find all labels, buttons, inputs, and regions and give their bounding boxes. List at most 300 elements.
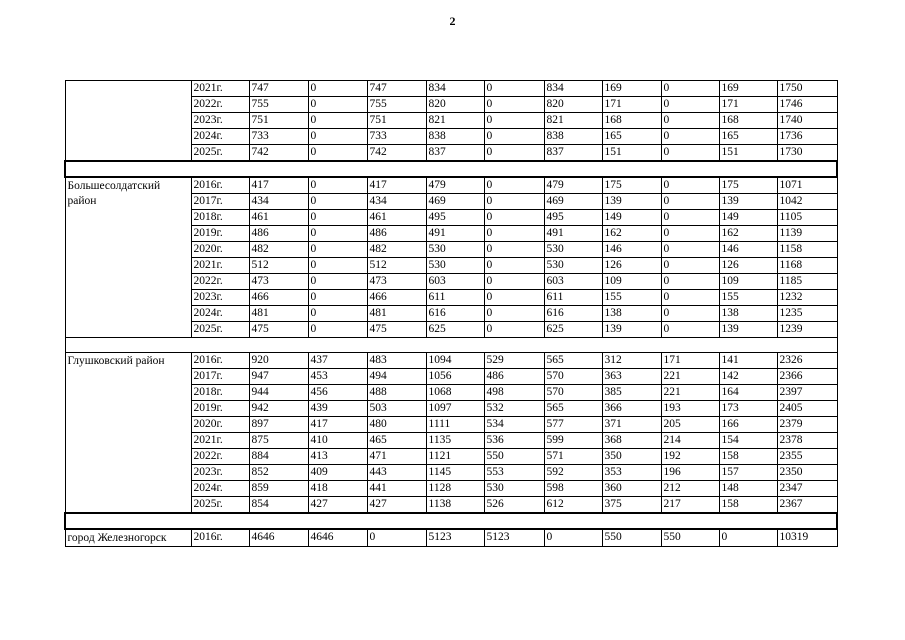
value-cell: 169 (719, 81, 777, 97)
year-cell: 2016г. (191, 529, 249, 547)
value-cell: 0 (308, 177, 367, 194)
value-cell: 165 (602, 129, 661, 145)
value-cell: 461 (367, 210, 426, 226)
value-cell: 480 (367, 417, 426, 433)
value-cell: 625 (426, 322, 484, 338)
value-cell: 611 (544, 290, 602, 306)
value-cell: 4646 (249, 529, 308, 547)
value-cell: 471 (367, 449, 426, 465)
table-row (65, 353, 837, 369)
value-cell: 109 (602, 274, 661, 290)
value-cell: 0 (308, 145, 367, 162)
value-cell: 0 (661, 274, 719, 290)
value-cell: 530 (426, 258, 484, 274)
value-cell: 0 (484, 226, 544, 242)
table-body (65, 81, 837, 547)
value-cell: 2347 (777, 481, 837, 497)
value-cell: 371 (602, 417, 661, 433)
value-cell: 350 (602, 449, 661, 465)
value-cell: 158 (719, 449, 777, 465)
value-cell: 0 (308, 194, 367, 210)
value-cell: 820 (426, 97, 484, 113)
value-cell: 875 (249, 433, 308, 449)
value-cell: 0 (661, 258, 719, 274)
value-cell: 834 (426, 81, 484, 97)
value-cell: 417 (308, 417, 367, 433)
value-cell: 481 (367, 306, 426, 322)
value-cell: 139 (719, 194, 777, 210)
value-cell: 550 (484, 449, 544, 465)
value-cell: 5123 (484, 529, 544, 547)
value-cell: 155 (719, 290, 777, 306)
table-row (65, 177, 837, 194)
value-cell: 1135 (426, 433, 484, 449)
value-cell: 475 (249, 322, 308, 338)
value-cell: 821 (544, 113, 602, 129)
value-cell: 169 (602, 81, 661, 97)
value-cell: 530 (484, 481, 544, 497)
value-cell: 1097 (426, 401, 484, 417)
value-cell: 742 (367, 145, 426, 162)
value-cell: 385 (602, 385, 661, 401)
value-cell: 126 (719, 258, 777, 274)
year-cell: 2025г. (191, 145, 249, 162)
separator-row (65, 513, 837, 529)
value-cell: 142 (719, 369, 777, 385)
value-cell: 503 (367, 401, 426, 417)
value-cell: 469 (544, 194, 602, 210)
value-cell: 834 (544, 81, 602, 97)
year-cell: 2016г. (191, 177, 249, 194)
year-cell: 2017г. (191, 369, 249, 385)
separator-cell (65, 513, 837, 529)
value-cell: 473 (367, 274, 426, 290)
value-cell: 530 (426, 242, 484, 258)
value-cell: 1139 (777, 226, 837, 242)
value-cell: 157 (719, 465, 777, 481)
value-cell: 475 (367, 322, 426, 338)
value-cell: 530 (544, 242, 602, 258)
value-cell: 479 (544, 177, 602, 194)
year-cell: 2023г. (191, 290, 249, 306)
value-cell: 1111 (426, 417, 484, 433)
value-cell: 217 (661, 497, 719, 514)
value-cell: 733 (249, 129, 308, 145)
value-cell: 2397 (777, 385, 837, 401)
value-cell: 456 (308, 385, 367, 401)
value-cell: 413 (308, 449, 367, 465)
value-cell: 0 (661, 97, 719, 113)
value-cell: 146 (602, 242, 661, 258)
value-cell: 0 (308, 306, 367, 322)
year-cell: 2018г. (191, 385, 249, 401)
value-cell: 512 (367, 258, 426, 274)
value-cell: 837 (544, 145, 602, 162)
value-cell: 0 (484, 306, 544, 322)
value-cell: 453 (308, 369, 367, 385)
value-cell: 417 (367, 177, 426, 194)
year-cell: 2022г. (191, 97, 249, 113)
value-cell: 482 (249, 242, 308, 258)
value-cell: 550 (602, 529, 661, 547)
value-cell: 859 (249, 481, 308, 497)
value-cell: 0 (484, 97, 544, 113)
value-cell: 479 (426, 177, 484, 194)
value-cell: 443 (367, 465, 426, 481)
separator-cell (65, 338, 837, 353)
value-cell: 1145 (426, 465, 484, 481)
value-cell: 139 (602, 322, 661, 338)
value-cell: 0 (308, 322, 367, 338)
region-name-cell: город Железногорск (65, 529, 191, 547)
value-cell: 0 (661, 145, 719, 162)
value-cell: 2378 (777, 433, 837, 449)
value-cell: 162 (602, 226, 661, 242)
value-cell: 10319 (777, 529, 837, 547)
year-cell: 2025г. (191, 497, 249, 514)
value-cell: 1094 (426, 353, 484, 369)
value-cell: 126 (602, 258, 661, 274)
value-cell: 2367 (777, 497, 837, 514)
value-cell: 0 (308, 129, 367, 145)
value-cell: 410 (308, 433, 367, 449)
value-cell: 0 (484, 274, 544, 290)
value-cell: 192 (661, 449, 719, 465)
value-cell: 363 (602, 369, 661, 385)
value-cell: 0 (484, 129, 544, 145)
value-cell: 512 (249, 258, 308, 274)
value-cell: 838 (426, 129, 484, 145)
value-cell: 0 (484, 322, 544, 338)
value-cell: 592 (544, 465, 602, 481)
value-cell: 2350 (777, 465, 837, 481)
value-cell: 205 (661, 417, 719, 433)
value-cell: 616 (544, 306, 602, 322)
value-cell: 0 (661, 81, 719, 97)
value-cell: 312 (602, 353, 661, 369)
value-cell: 821 (426, 113, 484, 129)
value-cell: 1128 (426, 481, 484, 497)
value-cell: 171 (719, 97, 777, 113)
value-cell: 571 (544, 449, 602, 465)
year-cell: 2018г. (191, 210, 249, 226)
value-cell: 751 (249, 113, 308, 129)
value-cell: 171 (602, 97, 661, 113)
value-cell: 0 (367, 529, 426, 547)
value-cell: 570 (544, 369, 602, 385)
value-cell: 742 (249, 145, 308, 162)
value-cell: 920 (249, 353, 308, 369)
separator-cell (65, 161, 837, 177)
separator-row (65, 161, 837, 177)
value-cell: 2405 (777, 401, 837, 417)
value-cell: 526 (484, 497, 544, 514)
value-cell: 0 (661, 210, 719, 226)
value-cell: 482 (367, 242, 426, 258)
value-cell: 196 (661, 465, 719, 481)
value-cell: 532 (484, 401, 544, 417)
value-cell: 481 (249, 306, 308, 322)
value-cell: 751 (367, 113, 426, 129)
value-cell: 838 (544, 129, 602, 145)
value-cell: 461 (249, 210, 308, 226)
year-cell: 2024г. (191, 306, 249, 322)
value-cell: 820 (544, 97, 602, 113)
value-cell: 944 (249, 385, 308, 401)
value-cell: 0 (484, 242, 544, 258)
value-cell: 138 (602, 306, 661, 322)
value-cell: 942 (249, 401, 308, 417)
value-cell: 1056 (426, 369, 484, 385)
value-cell: 0 (661, 306, 719, 322)
value-cell: 151 (719, 145, 777, 162)
year-cell: 2022г. (191, 449, 249, 465)
value-cell: 360 (602, 481, 661, 497)
value-cell: 530 (544, 258, 602, 274)
value-cell: 0 (719, 529, 777, 547)
value-cell: 1232 (777, 290, 837, 306)
value-cell: 755 (249, 97, 308, 113)
value-cell: 0 (308, 81, 367, 97)
value-cell: 366 (602, 401, 661, 417)
value-cell: 747 (367, 81, 426, 97)
year-cell: 2021г. (191, 433, 249, 449)
value-cell: 486 (484, 369, 544, 385)
value-cell: 466 (249, 290, 308, 306)
value-cell: 747 (249, 81, 308, 97)
value-cell: 0 (484, 210, 544, 226)
value-cell: 0 (484, 81, 544, 97)
year-cell: 2023г. (191, 465, 249, 481)
value-cell: 1239 (777, 322, 837, 338)
value-cell: 148 (719, 481, 777, 497)
value-cell: 439 (308, 401, 367, 417)
value-cell: 427 (367, 497, 426, 514)
value-cell: 553 (484, 465, 544, 481)
value-cell: 0 (308, 113, 367, 129)
year-cell: 2016г. (191, 353, 249, 369)
value-cell: 0 (484, 113, 544, 129)
value-cell: 149 (719, 210, 777, 226)
region-name-cell: Глушковский район (65, 353, 191, 514)
value-cell: 0 (308, 290, 367, 306)
value-cell: 1138 (426, 497, 484, 514)
page-number: 2 (449, 14, 456, 28)
value-cell: 0 (661, 113, 719, 129)
value-cell: 1042 (777, 194, 837, 210)
value-cell: 434 (249, 194, 308, 210)
value-cell: 168 (719, 113, 777, 129)
value-cell: 495 (426, 210, 484, 226)
value-cell: 1730 (777, 145, 837, 162)
value-cell: 165 (719, 129, 777, 145)
value-cell: 565 (544, 353, 602, 369)
value-cell: 418 (308, 481, 367, 497)
value-cell: 491 (426, 226, 484, 242)
value-cell: 166 (719, 417, 777, 433)
value-cell: 139 (602, 194, 661, 210)
value-cell: 0 (661, 290, 719, 306)
value-cell: 0 (308, 242, 367, 258)
value-cell: 488 (367, 385, 426, 401)
value-cell: 175 (602, 177, 661, 194)
value-cell: 417 (249, 177, 308, 194)
year-cell: 2020г. (191, 242, 249, 258)
value-cell: 565 (544, 401, 602, 417)
year-cell: 2024г. (191, 481, 249, 497)
value-cell: 1068 (426, 385, 484, 401)
value-cell: 486 (367, 226, 426, 242)
value-cell: 486 (249, 226, 308, 242)
value-cell: 0 (308, 210, 367, 226)
value-cell: 570 (544, 385, 602, 401)
value-cell: 193 (661, 401, 719, 417)
value-cell: 441 (367, 481, 426, 497)
value-cell: 2355 (777, 449, 837, 465)
value-cell: 550 (661, 529, 719, 547)
value-cell: 138 (719, 306, 777, 322)
value-cell: 491 (544, 226, 602, 242)
value-cell: 221 (661, 369, 719, 385)
value-cell: 837 (426, 145, 484, 162)
value-cell: 0 (661, 242, 719, 258)
value-cell: 368 (602, 433, 661, 449)
value-cell: 598 (544, 481, 602, 497)
value-cell: 755 (367, 97, 426, 113)
value-cell: 5123 (426, 529, 484, 547)
value-cell: 1746 (777, 97, 837, 113)
value-cell: 437 (308, 353, 367, 369)
value-cell: 494 (367, 369, 426, 385)
value-cell: 0 (484, 194, 544, 210)
year-cell: 2019г. (191, 226, 249, 242)
value-cell: 1168 (777, 258, 837, 274)
value-cell: 353 (602, 465, 661, 481)
value-cell: 427 (308, 497, 367, 514)
value-cell: 139 (719, 322, 777, 338)
value-cell: 1750 (777, 81, 837, 97)
value-cell: 947 (249, 369, 308, 385)
year-cell: 2022г. (191, 274, 249, 290)
value-cell: 0 (308, 258, 367, 274)
year-cell: 2021г. (191, 258, 249, 274)
value-cell: 852 (249, 465, 308, 481)
value-cell: 162 (719, 226, 777, 242)
value-cell: 0 (661, 177, 719, 194)
year-cell: 2017г. (191, 194, 249, 210)
value-cell: 171 (661, 353, 719, 369)
value-cell: 1740 (777, 113, 837, 129)
value-cell: 466 (367, 290, 426, 306)
value-cell: 4646 (308, 529, 367, 547)
value-cell: 603 (544, 274, 602, 290)
value-cell: 495 (544, 210, 602, 226)
value-cell: 0 (308, 274, 367, 290)
value-cell: 2326 (777, 353, 837, 369)
value-cell: 1185 (777, 274, 837, 290)
statistics-table (64, 80, 838, 547)
value-cell: 611 (426, 290, 484, 306)
value-cell: 1736 (777, 129, 837, 145)
value-cell: 0 (484, 177, 544, 194)
value-cell: 2379 (777, 417, 837, 433)
value-cell: 155 (602, 290, 661, 306)
value-cell: 534 (484, 417, 544, 433)
value-cell: 625 (544, 322, 602, 338)
value-cell: 577 (544, 417, 602, 433)
value-cell: 214 (661, 433, 719, 449)
value-cell: 616 (426, 306, 484, 322)
value-cell: 0 (661, 226, 719, 242)
value-cell: 854 (249, 497, 308, 514)
year-cell: 2020г. (191, 417, 249, 433)
value-cell: 0 (308, 97, 367, 113)
year-cell: 2019г. (191, 401, 249, 417)
value-cell: 612 (544, 497, 602, 514)
value-cell: 212 (661, 481, 719, 497)
value-cell: 0 (484, 290, 544, 306)
value-cell: 536 (484, 433, 544, 449)
value-cell: 1071 (777, 177, 837, 194)
value-cell: 1235 (777, 306, 837, 322)
value-cell: 0 (308, 226, 367, 242)
value-cell: 151 (602, 145, 661, 162)
value-cell: 897 (249, 417, 308, 433)
year-cell: 2024г. (191, 129, 249, 145)
table-row (65, 529, 837, 547)
value-cell: 469 (426, 194, 484, 210)
value-cell: 498 (484, 385, 544, 401)
year-cell: 2023г. (191, 113, 249, 129)
value-cell: 173 (719, 401, 777, 417)
value-cell: 603 (426, 274, 484, 290)
value-cell: 1105 (777, 210, 837, 226)
value-cell: 175 (719, 177, 777, 194)
separator-row (65, 338, 837, 353)
value-cell: 2366 (777, 369, 837, 385)
value-cell: 0 (544, 529, 602, 547)
value-cell: 473 (249, 274, 308, 290)
value-cell: 221 (661, 385, 719, 401)
value-cell: 1121 (426, 449, 484, 465)
year-cell: 2025г. (191, 322, 249, 338)
value-cell: 0 (661, 129, 719, 145)
value-cell: 1158 (777, 242, 837, 258)
value-cell: 434 (367, 194, 426, 210)
region-name-cell (65, 81, 191, 162)
value-cell: 465 (367, 433, 426, 449)
value-cell: 483 (367, 353, 426, 369)
value-cell: 409 (308, 465, 367, 481)
year-cell: 2021г. (191, 81, 249, 97)
value-cell: 141 (719, 353, 777, 369)
value-cell: 375 (602, 497, 661, 514)
value-cell: 0 (661, 194, 719, 210)
value-cell: 149 (602, 210, 661, 226)
value-cell: 884 (249, 449, 308, 465)
value-cell: 146 (719, 242, 777, 258)
value-cell: 158 (719, 497, 777, 514)
value-cell: 154 (719, 433, 777, 449)
value-cell: 529 (484, 353, 544, 369)
value-cell: 0 (484, 145, 544, 162)
value-cell: 164 (719, 385, 777, 401)
value-cell: 733 (367, 129, 426, 145)
table-row (65, 81, 837, 97)
value-cell: 109 (719, 274, 777, 290)
value-cell: 599 (544, 433, 602, 449)
value-cell: 0 (661, 322, 719, 338)
